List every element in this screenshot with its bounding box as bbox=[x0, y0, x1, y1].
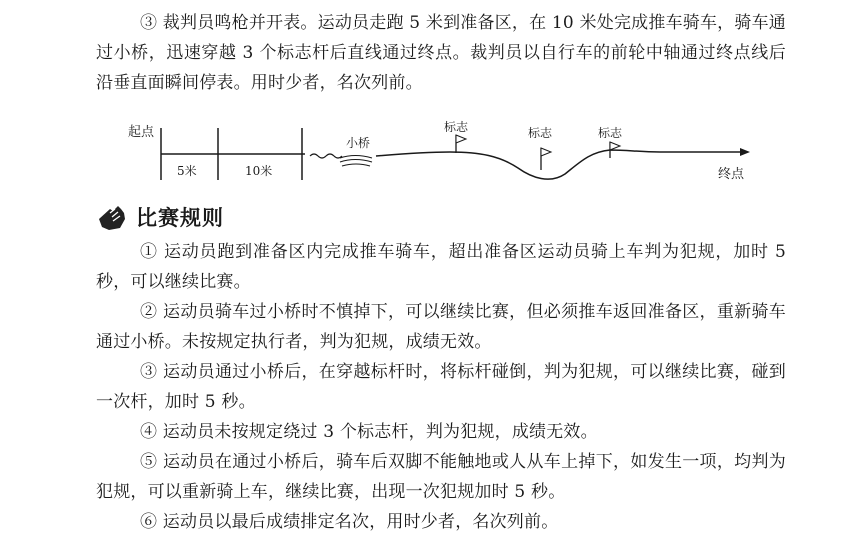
segment-5m-label: 5米 bbox=[177, 164, 197, 178]
flag-label-3: 标志 bbox=[598, 126, 623, 140]
course-path bbox=[376, 150, 740, 179]
arrow-head-icon bbox=[740, 148, 750, 156]
section-title: 比赛规则 bbox=[136, 206, 224, 230]
end-label: 终点 bbox=[718, 167, 745, 182]
flag-icon-3 bbox=[610, 142, 620, 150]
rule-2: ② 运动员骑车过小桥时不慎掉下，可以继续比赛，但必须推车返回准备区，重新骑车通过小桥。未按规定执行者，判为犯规，成绩无效。 bbox=[96, 302, 786, 352]
course-diagram bbox=[120, 118, 760, 196]
rule-4: ④ 运动员未按规定绕过 3 个标志杆，判为犯规，成绩无效。 bbox=[140, 422, 598, 442]
flag-icon-1 bbox=[456, 135, 466, 143]
bridge-label: 小桥 bbox=[346, 136, 371, 150]
flag-label-2: 标志 bbox=[528, 126, 553, 140]
segment-10m-label: 10米 bbox=[245, 164, 273, 178]
section-heading bbox=[96, 200, 224, 234]
flag-label-1: 标志 bbox=[444, 120, 469, 134]
rule-1: ① 运动员跑到准备区内完成推车骑车，超出准备区运动员骑上车判为犯规，加时 5 秒，可以继续比赛。 bbox=[96, 242, 786, 292]
rule-3: ③ 运动员通过小桥后，在穿越标杆时，将标杆碰倒，判为犯规，可以继续比赛，碰到一次杆，加时 5 秒。 bbox=[96, 362, 786, 412]
approach-wave bbox=[310, 154, 342, 158]
rule-6: ⑥ 运动员以最后成绩排定名次，用时少者，名次列前。 bbox=[140, 512, 559, 532]
hand-pointing-icon bbox=[96, 201, 128, 233]
rule-5: ⑤ 运动员在通过小桥后，骑车后双脚不能触地或人从车上掉下，如发生一项，均判为犯规，可以重新骑上车，继续比赛，出现一次犯规加时 5 秒。 bbox=[96, 452, 786, 502]
start-label: 起点 bbox=[128, 125, 155, 140]
bridge-icon bbox=[340, 156, 372, 167]
intro-paragraph: ③ 裁判员鸣枪并开表。运动员走跑 5 米到准备区，在 10 米处完成推车骑车，骑车通过小桥，迅速穿越 3 个标志杆后直线通过终点。裁判员以自行车的前轮中轴通过终点线后沿垂直面瞬间停表。用时少者，名次列前。 bbox=[96, 13, 786, 93]
flag-icon-2 bbox=[541, 148, 551, 156]
